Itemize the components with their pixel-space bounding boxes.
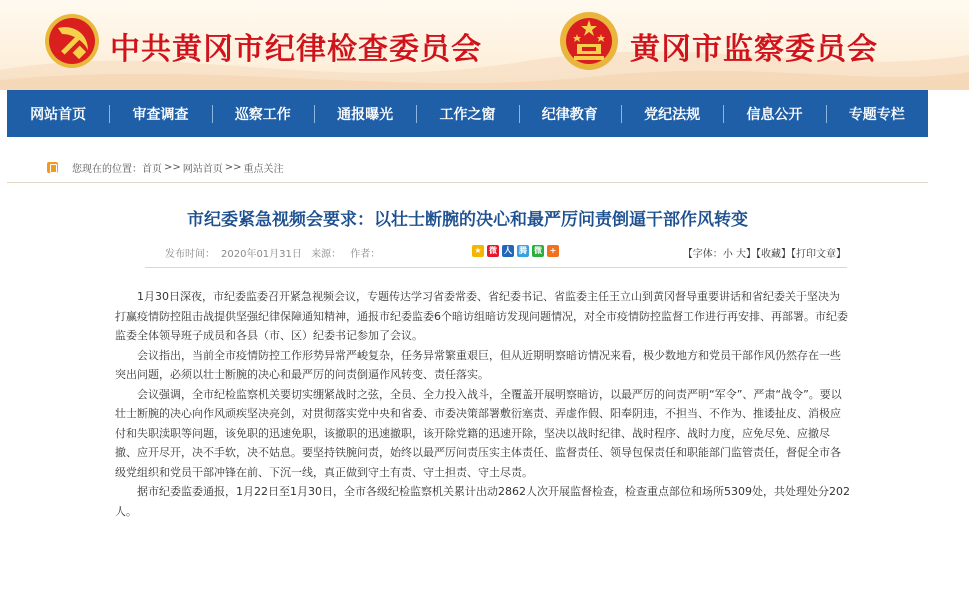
meta-divider: [145, 267, 847, 268]
article-paragraph: 会议指出，当前全市疫情防控工作形势异常严峻复杂，任务异常繁重艰巨，但从近期明察暗访情况来看，极少数地方和党员干部作风仍然存在一些突出问题，必须以壮士断腕的决心和最严厉的问责倒逼作风转变、责任落实。: [115, 348, 841, 381]
font-small-button[interactable]: 小: [722, 249, 733, 260]
font-size-label: 【字体：: [682, 249, 723, 260]
article-paragraph: 会议强调，全市纪检监察机关要切实绷紧战时之弦，全员、全力投入战斗，全覆盖开展明察暗访，以最严厉的问责严明“军令”、严肃“战令”。要以壮士断腕的决心向作风顽疾坚决亮剑，对贯彻落实党中央和省委、市委决策部署敷衍塞责、弄虚作假、阳奉阴违，不担当、不作为、推诿扯皮、消极应付和失职渎职等问题，该免职的迅速免职，该撤职的迅速撤职，该开除党籍的迅速开除，坚决以战时纪律、战时程序、战时力度，应免尽免、应撤尽撤、应开尽开，决不手软，决不姑息。要坚持铁腕问责，始终以最严厉问责压实主体责任、监督责任、领导包保责任和职能部门监管责任，督促全市各级党组织和党员干部冲锋在前、下沉一线，真正做到守土有责、守土担责、守土尽责。: [115, 387, 842, 479]
favorite-button[interactable]: 【收藏】: [756, 249, 791, 260]
article-title: 市纪委紧急视频会要求：以壮士断腕的决心和最严厉问责倒逼干部作风转变: [187, 210, 748, 230]
tencent-weibo-icon[interactable]: 腾: [519, 246, 527, 255]
nav-item-info-disclosure[interactable]: 信息公开: [723, 90, 825, 137]
nav-item-party-regulations[interactable]: 党纪法规: [621, 90, 723, 137]
nav-item-review-investigation[interactable]: 审查调查: [109, 90, 211, 137]
breadcrumb-focus-link[interactable]: 重点关注: [243, 164, 284, 175]
breadcrumb-separator: >>: [164, 162, 181, 173]
breadcrumb: [7, 153, 928, 183]
cdi-title: 中共黄冈市纪律检查委员会: [110, 32, 482, 67]
more-share-icon[interactable]: +: [547, 245, 559, 257]
article-tools: [683, 245, 846, 260]
renren-icon[interactable]: 人: [504, 246, 512, 255]
share-toolbar: [472, 245, 559, 257]
font-large-button[interactable]: 大: [736, 249, 746, 260]
source-label: 来源：: [311, 249, 342, 260]
font-size-close: 】: [746, 249, 756, 260]
wechat-icon[interactable]: 微: [534, 246, 542, 255]
article-body: [115, 287, 850, 521]
author-label: 作者：: [350, 249, 381, 260]
article-paragraph: 据市纪委监委通报，1月22日至1月30日，全市各级纪检监察机关累计出动2862人次开展监督检查，检查重点部位和场所5309处，共处理处分202人。: [115, 485, 850, 518]
nav-item-home[interactable]: 网站首页: [30, 106, 87, 123]
breadcrumb-site-home-link[interactable]: 网站首页: [182, 164, 223, 175]
weibo-icon[interactable]: 微: [489, 246, 497, 255]
article-meta: [7, 243, 928, 263]
party-emblem-icon: [44, 12, 100, 70]
nav-item-discipline-education[interactable]: 纪律教育: [519, 90, 621, 137]
main-nav: [7, 90, 928, 137]
location-icon: [47, 162, 58, 173]
nav-item-special-topics[interactable]: 专题专栏: [826, 90, 928, 137]
national-emblem-icon: [558, 10, 620, 72]
qzone-icon[interactable]: ★: [472, 245, 484, 257]
nav-item-inspection[interactable]: 巡察工作: [212, 90, 314, 137]
breadcrumb-separator: >>: [224, 162, 242, 173]
article-paragraph: 1月30日深夜，市纪委监委召开紧急视频会议，专题传达学习省委常委、省纪委书记、省监委主任王立山到黄冈督导重要讲话和省纪委关于坚决为打赢疫情防控阻击战提供坚强纪律保障通知精神，通报市纪委监委6个暗访组暗访发现问题情况，对全市疫情防控监督工作进行再安排、再部署。市纪委监委全体领导班子成员和各县（市、区）纪委书记参加了会议。: [115, 290, 848, 342]
meta-info: [165, 245, 386, 260]
supervision-title: 黄冈市监察委员会: [630, 32, 878, 67]
nav-item-exposure[interactable]: 通报曝光: [314, 90, 416, 137]
publish-date: 2020年01月31日: [221, 249, 302, 260]
publish-label: 发布时间：: [165, 249, 215, 260]
print-button[interactable]: 【打印文章】: [791, 249, 846, 260]
site-header: [0, 0, 969, 90]
breadcrumb-home-link[interactable]: 首页: [142, 164, 162, 175]
nav-item-work-window[interactable]: 工作之窗: [416, 90, 518, 137]
breadcrumb-prefix: 您现在的位置：: [72, 164, 142, 175]
